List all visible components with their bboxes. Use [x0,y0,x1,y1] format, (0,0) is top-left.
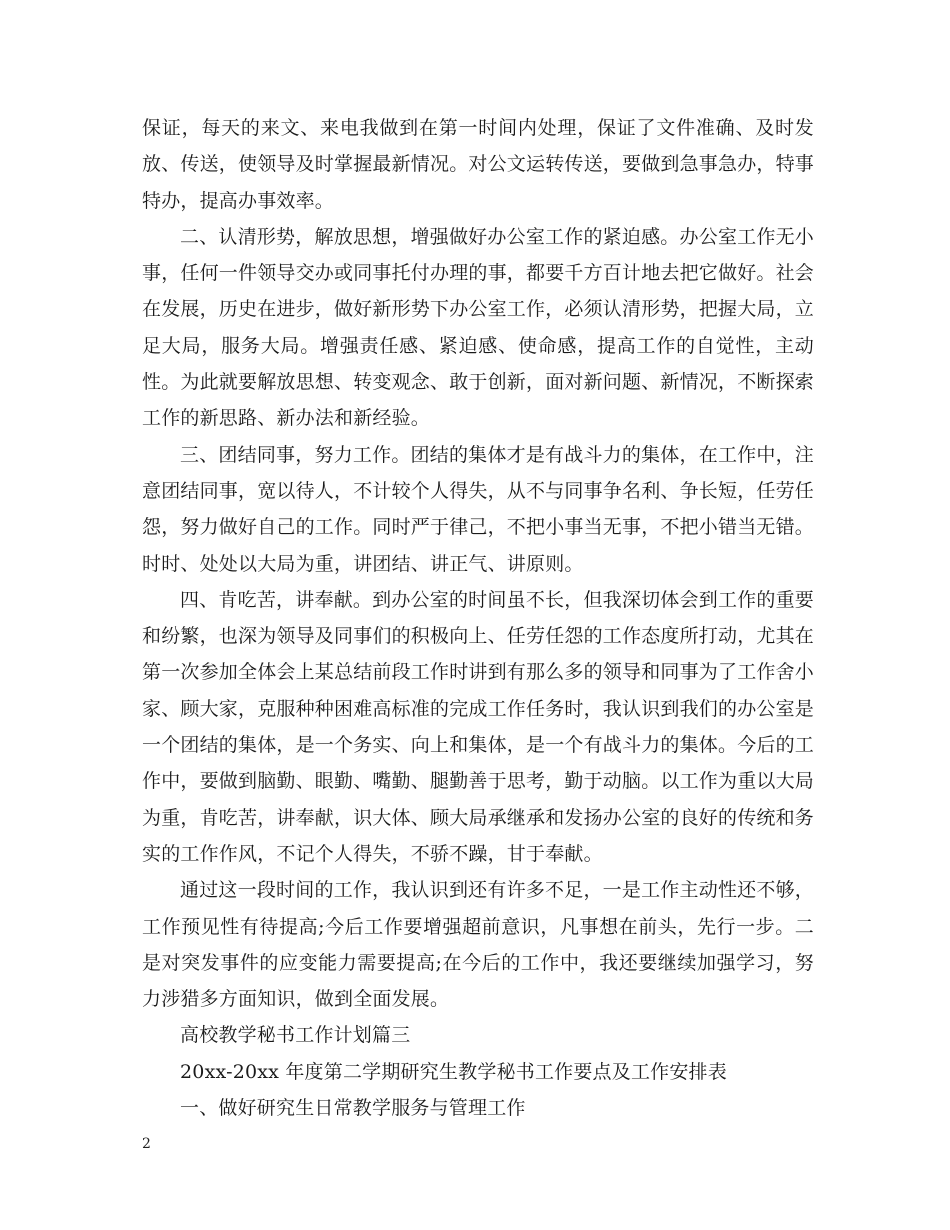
heading-plan-part-three: 高校教学秘书工作计划篇三 [180,1024,411,1047]
paragraph-section-four: 四、肯吃苦，讲奉献。到办公室的时间虽不长，但我深切体会到工作的重要和纷繁，也深为领导及同事们的积极向上、任劳任怨的工作态度所打动，尤其在第一次参加全体会上某总结前段工作时讲到有那么多的领导和同事为了工作舍小家、顾大家，克服种种困难高标准的完成工作任务时，我认识到我们的办公室是一个团结的集体，是一个务实、向上和集体，是一个有战斗力的集体。今后的工作中，要做到脑勤、眼勤、嘴勤、腿勤善于思考，勤于动脑。以工作为重以大局为重，肯吃苦，讲奉献，识大体、顾大局承继承和发扬办公室的良好的传统和务实的工作作风，不记个人得失，不骄不躁，甘于奉献。 [142,588,815,865]
paragraph-section-two: 二、认清形势，解放思想，增强做好办公室工作的紧迫感。办公室工作无小事，任何一件领导交办或同事托付办理的事，都要千方百计地去把它做好。社会在发展，历史在进步，做好新形势下办公室工作，必须认清形势，把握大局，立足大局，服务大局。增强责任感、紧迫感、使命感，提高工作的自觉性，主动性。为此就要解放思想、转变观念、敢于创新，面对新问题、新情况，不断探索工作的新思路、新办法和新经验。 [142,225,815,430]
heading-schedule-table: 20xx-20xx 年度第二学期研究生教学秘书工作要点及工作安排表 [180,1060,727,1083]
paragraph-shortcomings: 通过这一段时间的工作，我认识到还有许多不足，一是工作主动性还不够，工作预见性有待提高;今后工作要增强超前意识，凡事想在前头，先行一步。二是对突发事件的应变能力需要提高;在今后的工作中，我还要继续加强学习，努力涉猎多方面知识，做到全面发展。 [142,879,814,1011]
page-number: 2 [142,1136,151,1152]
paragraph-section-three: 三、团结同事，努力工作。团结的集体才是有战斗力的集体，在工作中，注意团结同事，宽以待人，不计较个人得失，从不与同事争名利、争长短，任劳任怨，努力做好自己的工作。同时严于律己，不把小事当无事，不把小错当无错。时时、处处以大局为重，讲团结、讲正气、讲原则。 [142,443,815,575]
document-body [142,110,814,1126]
paragraph-continuation: 保证，每天的来文、来电我做到在第一时间内处理，保证了文件准确、及时发放、传送，使领导及时掌握最新情况。对公文运转传送，要做到急事急办，特事特办，提高办事效率。 [142,117,815,212]
heading-item-one: 一、做好研究生日常教学服务与管理工作 [180,1097,526,1120]
